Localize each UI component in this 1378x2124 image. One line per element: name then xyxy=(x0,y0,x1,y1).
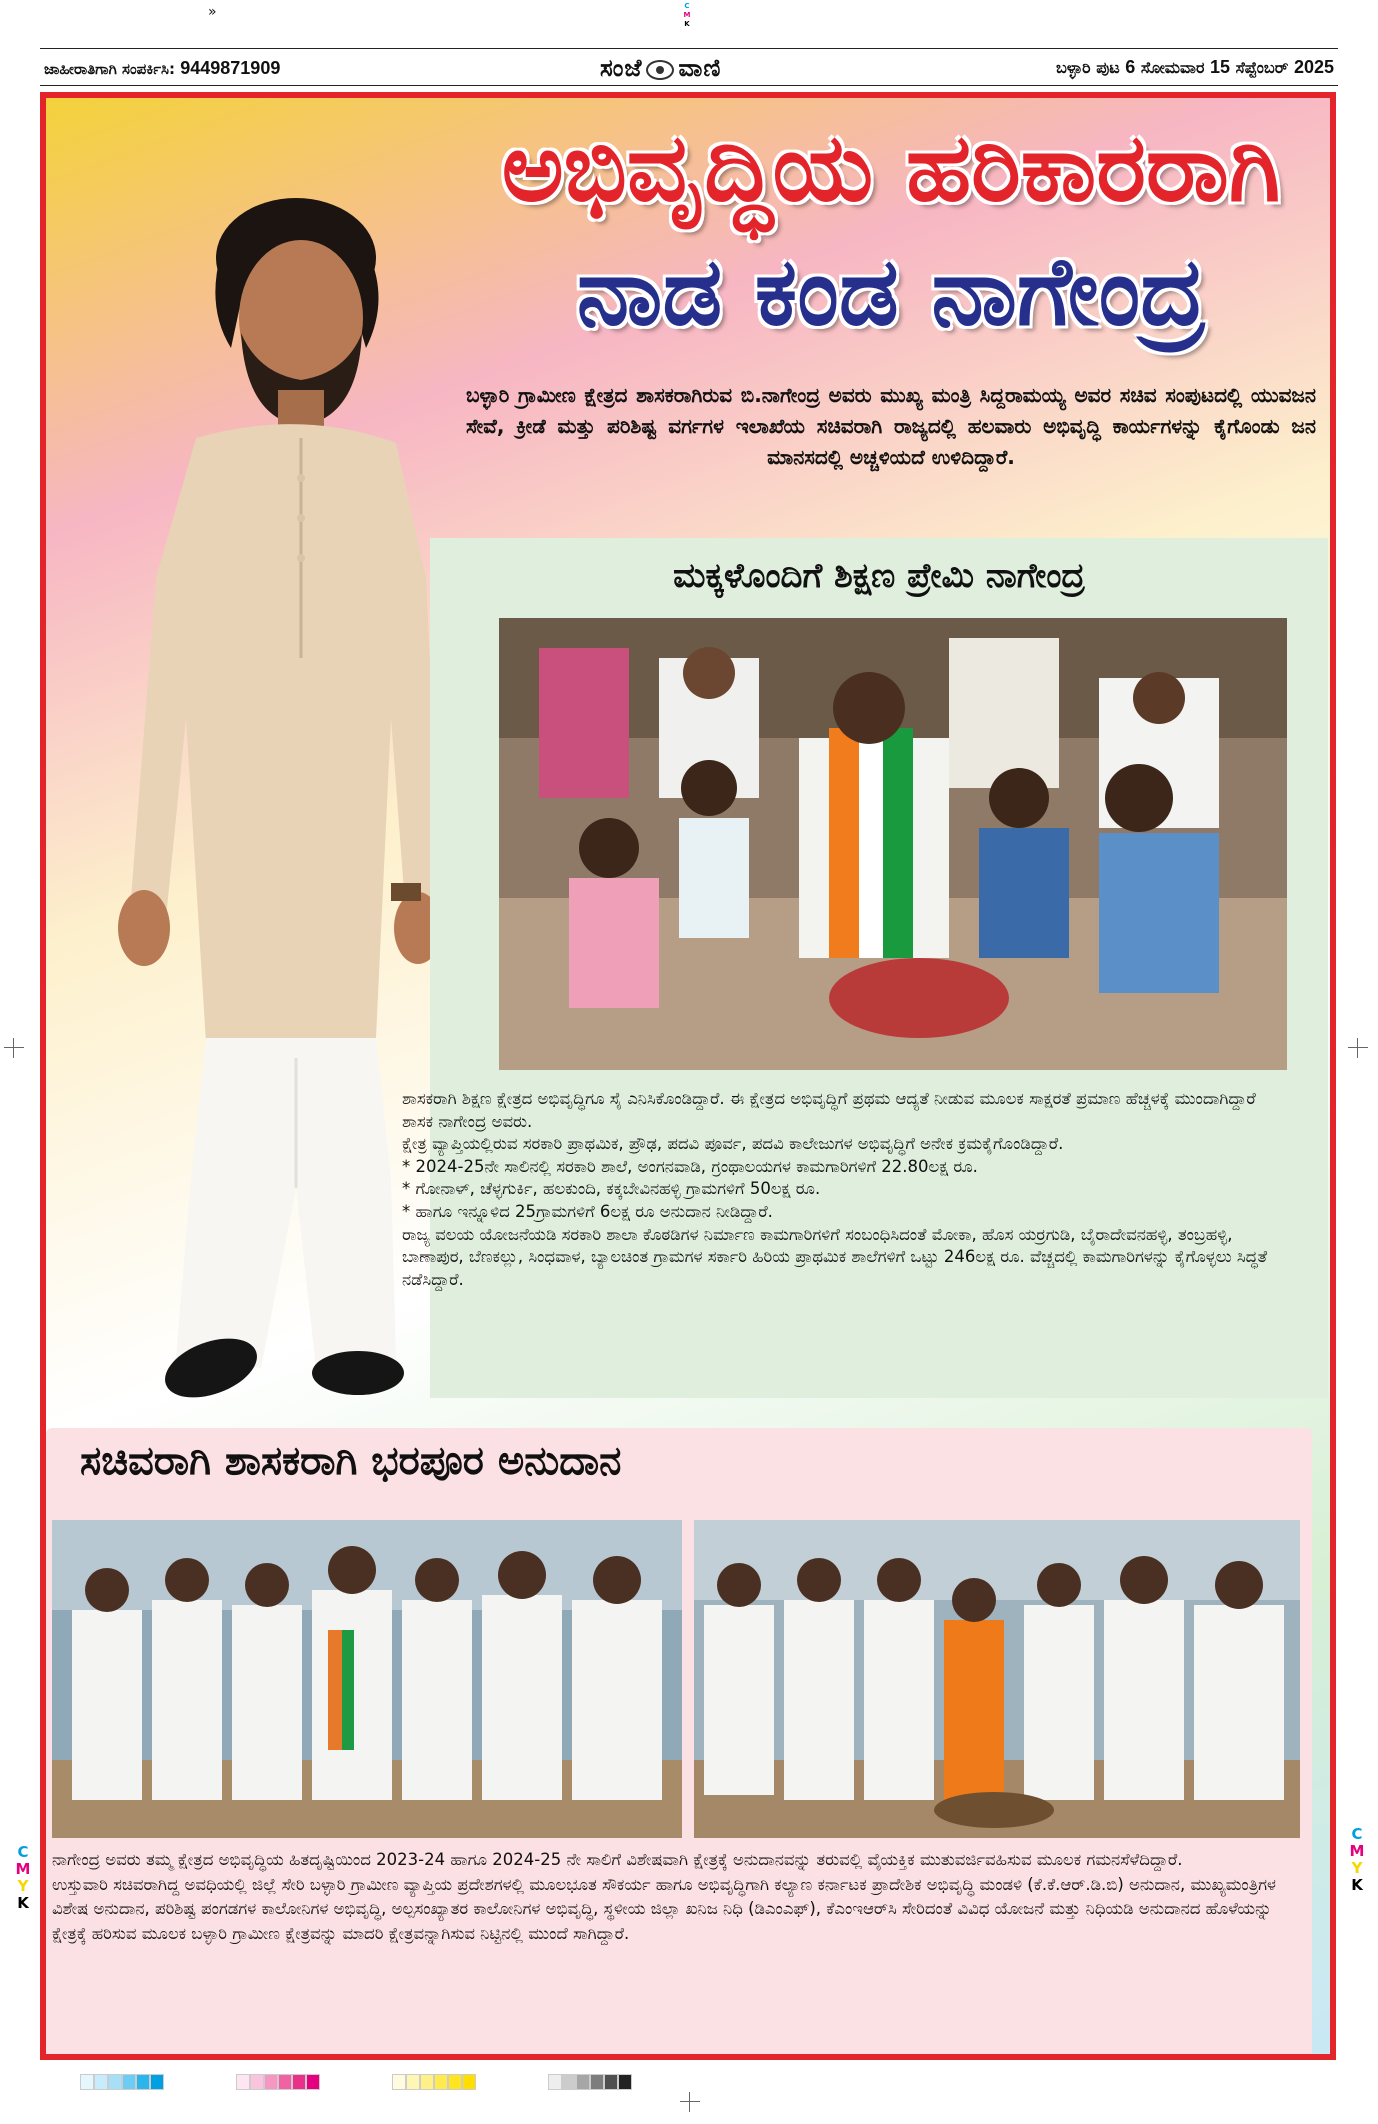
date-year: 2025 xyxy=(1293,57,1334,77)
date-month: ಸೆಪ್ಟೆಂಬರ್ xyxy=(1235,58,1289,77)
print-arrow-mark: » xyxy=(208,4,217,20)
advertorial-frame xyxy=(40,92,1336,2060)
grants-text xyxy=(52,1848,1302,1946)
education-title: ಮಕ್ಕಳೊಂದಿಗೆ ಶಿಕ್ಷಣ ಪ್ರೇಮಿ ನಾಗೇಂದ್ರ xyxy=(673,556,1085,596)
magenta-swatch xyxy=(250,2074,264,2090)
cmk-k: K xyxy=(684,20,690,28)
cmyk-mark-left: C M Y K xyxy=(15,1843,31,1912)
magenta-swatch xyxy=(264,2074,278,2090)
education-text xyxy=(402,1088,1300,1291)
masthead-logo-icon xyxy=(646,60,674,80)
intro-paragraph: ಬಳ್ಳಾರಿ ಗ್ರಾಮೀಣ ಕ್ಷೇತ್ರದ ಶಾಸಕರಾಗಿರುವ ಬಿ.ನಾಗೇಂದ್ರ ಅವರು ಮುಖ್ಯ ಮಂತ್ರಿ ಸಿದ್ದರಾಮಯ್ಯ ಅವರ ಸಚಿವ ಸಂಪುಟದಲ್ಲಿ ಯುವಜನ ಸೇವೆ, ಕ್ರೀಡೆ ಮತ್ತು ಪರಿಶಿಷ್ಟ ವರ್ಗಗಳ ಇಲಾಖೆಯ ಸಚಿವರಾಗಿ ರಾಜ್ಯದಲ್ಲಿ ಹಲವಾರು ಅಭಿವೃದ್ಧಿ ಕಾರ್ಯಗಳನ್ನು ಕೈಗೊಂಡು ಜನ ಮಾನಸದಲ್ಲಿ ಅಚ್ಚಳಿಯದೆ ಉಳಿದಿದ್ದಾರೆ. xyxy=(466,383,1316,469)
page-number: 6 xyxy=(1125,57,1136,77)
masthead-left: ಸಂಜೆ xyxy=(600,53,643,82)
magenta-swatch xyxy=(306,2074,320,2090)
education-paragraph: ಶಾಸಕರಾಗಿ ಶಿಕ್ಷಣ ಕ್ಷೇತ್ರದ ಅಭಿವೃದ್ಧಿಗೂ ಸೈ ಎನಿಸಿಕೊಂಡಿದ್ದಾರೆ. ಈ ಕ್ಷೇತ್ರದ ಅಭಿವೃದ್ಧಿಗೆ ಪ್ರಥಮ ಆದ್ಯತೆ ನೀಡುವ ಮೂಲಕ ಸಾಕ್ಷರತೆ ಪ್ರಮಾಣ ಹೆಚ್ಚಳಕ್ಕೆ ಮುಂದಾಗಿದ್ದಾರೆ ಶಾಸಕ ನಾಗೇಂದ್ರ ಅವರು. xyxy=(402,1089,1256,1131)
date-day: 15 xyxy=(1210,57,1231,77)
grants-title: ಸಚಿವರಾಗಿ ಶಾಸಕರಾಗಿ ಭರಪೂರ ಅನುದಾನ xyxy=(80,1438,622,1484)
yellow-swatch xyxy=(392,2074,406,2090)
page-header xyxy=(40,48,1338,86)
cmk-registration-mark xyxy=(676,2,698,28)
magenta-swatch xyxy=(292,2074,306,2090)
black-swatch xyxy=(618,2074,632,2090)
day-name: ಸೋಮವಾರ xyxy=(1140,58,1205,77)
cyan-swatch xyxy=(94,2074,108,2090)
yellow-swatch xyxy=(420,2074,434,2090)
masthead xyxy=(600,53,721,82)
cyan-swatch xyxy=(108,2074,122,2090)
crop-cross-left xyxy=(4,1038,24,1058)
cyan-swatch xyxy=(136,2074,150,2090)
cyan-swatch xyxy=(150,2074,164,2090)
cyan-swatch xyxy=(122,2074,136,2090)
page-label: ಪುಟ xyxy=(1096,58,1120,77)
cyan-swatch xyxy=(80,2074,94,2090)
date-line xyxy=(1056,57,1334,78)
groundbreaking-photo-1 xyxy=(52,1520,682,1838)
cmk-m: M xyxy=(683,11,691,19)
black-swatch xyxy=(590,2074,604,2090)
education-section xyxy=(402,538,1328,1398)
yellow-swatch xyxy=(406,2074,420,2090)
magenta-swatch xyxy=(278,2074,292,2090)
education-paragraph: ಕ್ಷೇತ್ರ ವ್ಯಾಪ್ತಿಯಲ್ಲಿರುವ ಸರಕಾರಿ ಪ್ರಾಥಮಿಕ, ಪ್ರೌಢ, ಪದವಿ ಪೂರ್ವ, ಪದವಿ ಕಾಲೇಜುಗಳ ಅಭಿವೃದ್ಧಿಗೆ ಅನೇಕ ಕ್ರಮಕೈಗೊಂಡಿದ್ದಾರೆ. xyxy=(402,1134,1064,1154)
place-name: ಬಳ್ಳಾರಿ xyxy=(1056,58,1091,77)
cmk-c: C xyxy=(684,2,690,10)
black-swatch xyxy=(562,2074,576,2090)
education-paragraph: * ಗೋನಾಳ್, ಚೆಳ್ಳಗುರ್ಕಿ, ಹಲಕುಂದಿ, ಕಕ್ಕಬೇವಿನಹಳ್ಳಿ ಗ್ರಾಮಗಳಿಗೆ 50ಲಕ್ಷ ರೂ. xyxy=(402,1179,821,1199)
education-paragraph: * ಹಾಗೂ ಇನ್ನೂಳಿದ 25ಗ್ರಾಮಗಳಿಗೆ 6ಲಕ್ಷ ರೂ ಅನುದಾನ ನೀಡಿದ್ದಾರೆ. xyxy=(402,1201,773,1221)
children-feeding-photo xyxy=(499,618,1287,1070)
ad-contact-number: 9449871909 xyxy=(180,58,281,78)
crop-cross-right xyxy=(1348,1038,1368,1058)
crop-cross-bottom xyxy=(680,2092,700,2112)
grants-paragraph: ಉಸ್ತುವಾರಿ ಸಚಿವರಾಗಿದ್ದ ಅವಧಿಯಲ್ಲಿ ಜಿಲ್ಲೆ ಸೇರಿ ಬಳ್ಳಾರಿ ಗ್ರಾಮೀಣ ವ್ಯಾಪ್ತಿಯ ಪ್ರದೇಶಗಳಲ್ಲಿ ಮೂಲಭೂತ ಸೌಕರ್ಯ ಹಾಗೂ ಅಭಿವೃದ್ಧಿಗಾಗಿ ಕಲ್ಯಾಣ ಕರ್ನಾಟಕ ಪ್ರಾದೇಶಿಕ ಅಭಿವೃದ್ಧಿ ಮಂಡಳಿ (ಕೆ.ಕೆ.ಆರ್.ಡಿ.ಬಿ) ಅನುದಾನ, ಮುಖ್ಯಮಂತ್ರಿಗಳ ವಿಶೇಷ ಅನುದಾನ, ಪರಿಶಿಷ್ಟ ಪಂಗಡಗಳ ಕಾಲೋನಿಗಳ ಅಭಿವೃದ್ಧಿ, ಅಲ್ಪಸಂಖ್ಯಾತರ ಕಾಲೋನಿಗಳ ಅಭಿವೃದ್ಧಿ, ಸ್ಥಳೀಯ ಜಿಲ್ಲಾ ಖನಿಜ ನಿಧಿ (ಡಿಎಂಎಫ್), ಕೆಎಂಇಆರ್‌ಸಿ ಸೇರಿದಂತೆ ವಿವಿಧ ಯೋಜನೆ ಮತ್ತು ನಿಧಿಯಡಿ ಅನುದಾನದ ಹೊಳೆಯನ್ನು ಕ್ಷೇತ್ರಕ್ಕೆ ಹರಿಸುವ ಮೂಲಕ ಬಳ್ಳಾರಿ ಗ್ರಾಮೀಣ ಕ್ಷೇತ್ರವನ್ನು ಮಾದರಿ ಕ್ಷೇತ್ರವನ್ನಾಗಿಸುವ ನಿಟ್ಟಿನಲ್ಲಿ ಮುಂದೆ ಸಾಗಿದ್ದಾರೆ. xyxy=(52,1874,1277,1943)
politician-photo xyxy=(46,158,446,1458)
masthead-right: ವಾಣಿ xyxy=(678,53,722,82)
yellow-swatch xyxy=(462,2074,476,2090)
headline-line-2: ನಾಡ ಕಂಡ ನಾಗೇಂದ್ರ xyxy=(576,238,1206,347)
color-calibration-bars xyxy=(80,2074,1320,2090)
grants-section xyxy=(46,1428,1312,2060)
education-paragraph: ರಾಜ್ಯ ವಲಯ ಯೋಜನೆಯಡಿ ಸರಕಾರಿ ಶಾಲಾ ಕೊಠಡಿಗಳ ನಿರ್ಮಾಣ ಕಾಮಗಾರಿಗಳಿಗೆ ಸಂಬಂಧಿಸಿದಂತೆ ಮೋಕಾ, ಹೊಸ ಯರ್ರಗುಡಿ, ಬೈರಾದೇವನಹಳ್ಳಿ, ತಂಬ್ರಹಳ್ಳಿ, ಬಾಣಾಪುರ, ಬೆಣಕಲ್ಲು, ಸಿಂಧವಾಳ, ಬ್ಯಾಲಚಿಂತ ಗ್ರಾಮಗಳ ಸರ್ಕಾರಿ ಹಿರಿಯ ಪ್ರಾಥಮಿಕ ಶಾಲೆಗಳಿಗೆ ಒಟ್ಟು 246ಲಕ್ಷ ರೂ. ವೆಚ್ಚದಲ್ಲಿ ಕಾಮಗಾರಿಗಳನ್ನು ಕೈಗೊಳ್ಳಲು ಸಿದ್ಧತೆ ನಡೆಸಿದ್ದಾರೆ. xyxy=(402,1224,1268,1289)
yellow-swatch xyxy=(434,2074,448,2090)
education-paragraph: * 2024-25ನೇ ಸಾಲಿನಲ್ಲಿ ಸರಕಾರಿ ಶಾಲೆ, ಅಂಗನವಾಡಿ, ಗ್ರಂಥಾಲಯಗಳ ಕಾಮಗಾರಿಗಳಿಗೆ 22.80ಲಕ್ಷ ರೂ. xyxy=(402,1156,978,1176)
yellow-swatch xyxy=(448,2074,462,2090)
ad-contact xyxy=(44,58,280,79)
grants-paragraph: ನಾಗೇಂದ್ರ ಅವರು ತಮ್ಮ ಕ್ಷೇತ್ರದ ಅಭಿವೃದ್ಧಿಯ ಹಿತದೃಷ್ಟಿಯಿಂದ 2023-24 ಹಾಗೂ 2024-25 ನೇ ಸಾಲಿಗೆ ವಿಶೇಷವಾಗಿ ಕ್ಷೇತ್ರಕ್ಕೆ ಅನುದಾನವನ್ನು ತರುವಲ್ಲಿ ವೈಯಕ್ತಿಕ ಮುತುವರ್ಜಿವಹಿಸುವ ಮೂಲಕ ಗಮನಸೆಳೆದಿದ್ದಾರೆ. xyxy=(52,1850,1183,1869)
magenta-swatch xyxy=(236,2074,250,2090)
black-swatch xyxy=(604,2074,618,2090)
ad-contact-label: ಜಾಹೀರಾತಿಗಾಗಿ ಸಂಪರ್ಕಿಸಿ: xyxy=(44,60,175,78)
headline-line-1: ಅಭಿವೃದ್ಧಿಯ ಹರಿಕಾರರಾಗಿ xyxy=(501,114,1281,223)
cmyk-mark-right: C M Y K xyxy=(1349,1825,1365,1894)
black-swatch xyxy=(576,2074,590,2090)
black-swatch xyxy=(548,2074,562,2090)
groundbreaking-photo-2 xyxy=(694,1520,1300,1838)
